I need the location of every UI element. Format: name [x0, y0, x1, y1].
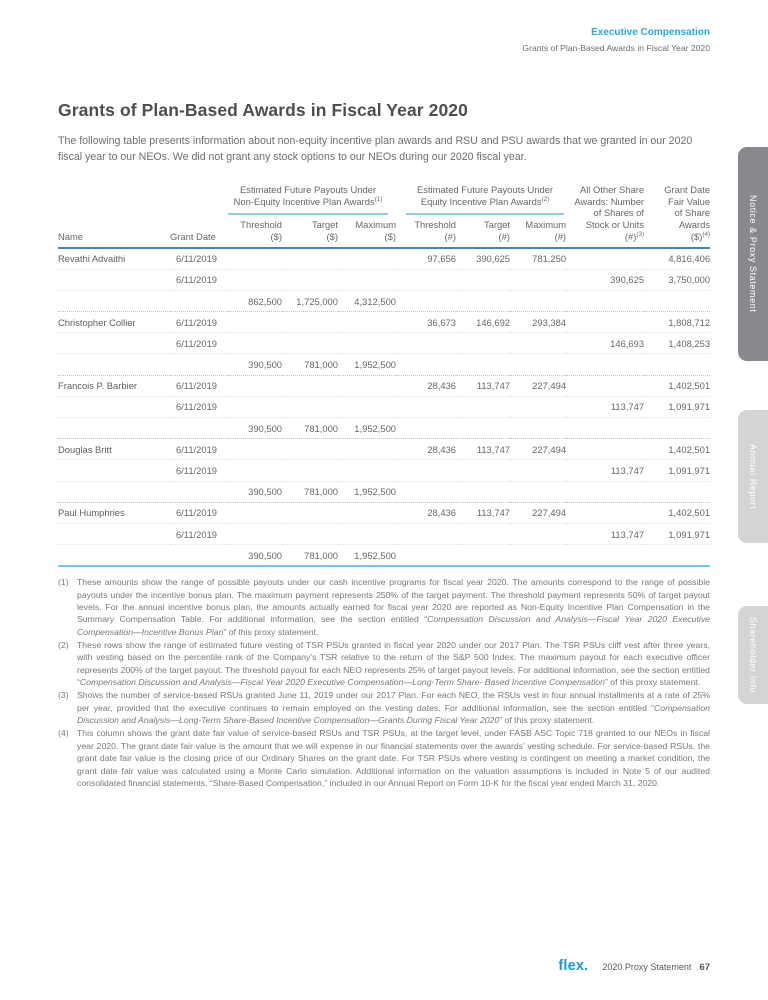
table-cell [228, 333, 282, 354]
table-cell: 227,494 [510, 439, 566, 460]
table-cell: 390,500 [228, 545, 282, 567]
table-cell: 146,692 [456, 312, 510, 333]
table-cell: 781,000 [282, 418, 338, 439]
table-header [58, 184, 710, 248]
table-cell: 6/11/2019 [170, 439, 228, 460]
col-header-threshold-dollar: Threshold ($) [240, 219, 282, 242]
table-cell: 1,952,500 [338, 354, 396, 375]
footnote [58, 639, 710, 688]
table-row [58, 418, 710, 439]
table-cell [456, 418, 510, 439]
footnote [58, 727, 710, 789]
table-cell: 390,500 [228, 418, 282, 439]
footnotes [58, 576, 710, 789]
table-cell: 28,436 [396, 502, 456, 523]
table-cell [456, 354, 510, 375]
table-row [58, 502, 710, 523]
table-cell [338, 269, 396, 290]
table-cell [396, 354, 456, 375]
table-cell [228, 523, 282, 544]
table-cell [566, 248, 644, 270]
table-cell: 28,436 [396, 439, 456, 460]
table-cell: 781,000 [282, 545, 338, 567]
table-cell [396, 333, 456, 354]
table-cell [566, 375, 644, 396]
table-cell: 781,000 [282, 481, 338, 502]
table-cell [644, 545, 710, 567]
neo-name-cell [58, 460, 170, 481]
table-cell: 28,436 [396, 375, 456, 396]
page-header [522, 26, 710, 54]
table-cell [396, 460, 456, 481]
col-header-grant-date-fair-value: Grant Date Fair Value of Share Awards ($)$^{(4)}$ [664, 183, 711, 242]
table-cell: 36,673 [396, 312, 456, 333]
table-cell [396, 290, 456, 311]
table-cell [282, 396, 338, 417]
table-cell: 1,952,500 [338, 418, 396, 439]
table-cell [338, 248, 396, 270]
table-cell [338, 502, 396, 523]
page-number: 67 [699, 962, 710, 973]
table-cell [456, 290, 510, 311]
table-cell: 390,500 [228, 481, 282, 502]
table-cell [282, 375, 338, 396]
table-cell [510, 523, 566, 544]
table-row [58, 523, 710, 544]
table-cell [282, 523, 338, 544]
col-header-target-dollar: Target ($) [311, 219, 338, 242]
table-cell: 1,808,712 [644, 312, 710, 333]
footnote-text: This column shows the grant date fair value of service-based RSUs and TSR PSUs, at the target level, under FASB ASC Topic 718 granted to our NEOs in fiscal year 2020. The grant date fair value is the amount that we will expense in our financial statements over the awards’ vesting schedule. For service-based RSUs, the grant date fair value is the closing price of our Ordinary Shares on the grant date. For TSR PSUs where vesting is contingent on meeting a market condition, the grant date fair value was calculated using a Monte Carlo simulation. Additional information on the valuation assumptions is included in Note 5 of our audited consolidated financial statements, “Share-Based Compensation,” included in our Annual Report on Form 10-K for the fiscal year ended March 31, 2020. [77, 728, 710, 788]
table-cell [282, 248, 338, 270]
table-cell: 4,312,500 [338, 290, 396, 311]
table-cell [456, 481, 510, 502]
table-cell [396, 481, 456, 502]
table-cell [510, 354, 566, 375]
col-header-grant-date: Grant Date [170, 230, 216, 242]
table-cell: 6/11/2019 [170, 375, 228, 396]
table-cell [456, 460, 510, 481]
neo-name-cell [58, 333, 170, 354]
table-cell [396, 396, 456, 417]
table-row [58, 312, 710, 333]
table-body [58, 248, 710, 567]
table-row [58, 439, 710, 460]
page-footer [558, 958, 710, 974]
table-cell [456, 269, 510, 290]
neo-name-cell [58, 523, 170, 544]
flex-logo-dot: . [584, 958, 589, 974]
table-cell [282, 502, 338, 523]
table-cell [282, 333, 338, 354]
table-cell: 3,750,000 [644, 269, 710, 290]
table-cell [644, 290, 710, 311]
table-cell [644, 354, 710, 375]
table-cell [228, 396, 282, 417]
group-header-equity: Estimated Future Payouts Under Equity Incentive Plan Awards$^{(2)}$ [396, 184, 566, 215]
col-header-name: Name [58, 230, 84, 242]
table-cell [396, 523, 456, 544]
table-cell: 113,747 [566, 460, 644, 481]
neo-name-cell [58, 290, 170, 311]
footnote-text: These rows show the range of estimated future vesting of TSR PSUs granted in fiscal year 2020 under our 2017 Plan. The TSR PSUs cliff vest after three years, with vesting based on the percentile rank of the Company’s TSR relative to the return of the S&P 500 Index. The maximum payout for each executive officer represents 200% of the target payout. The threshold payout for each NEO represents 25% of target payout levels. For additional information, see the section entitled “Compensation Discussion and Analysis—Fiscal Year 2020 Executive Compensation—Long-Term Share- Based Incentive Compensation” of this proxy statement. [77, 640, 710, 688]
page-title: Grants of Plan-Based Awards in Fiscal Year 2020 [58, 100, 468, 120]
table-row [58, 248, 710, 270]
table-cell [566, 481, 644, 502]
table-cell [228, 269, 282, 290]
table-cell: 1,952,500 [338, 545, 396, 567]
table-cell [566, 502, 644, 523]
table-cell: 1,408,253 [644, 333, 710, 354]
table-cell [170, 290, 228, 311]
table-cell: 6/11/2019 [170, 269, 228, 290]
table-cell [510, 269, 566, 290]
table-cell [228, 502, 282, 523]
col-header-all-other-share-awards: All Other Share Awards: Number of Shares of Stock or Units (#)$^{(3)}$ [574, 183, 645, 242]
table-cell [282, 460, 338, 481]
table-cell: 781,000 [282, 354, 338, 375]
col-header-threshold-number: Threshold (#) [414, 219, 457, 242]
table-cell [282, 439, 338, 460]
tab-notice-proxy-statement[interactable]: Notice & Proxy Statement [738, 147, 768, 361]
footnote [58, 576, 710, 638]
table-cell [282, 312, 338, 333]
table-cell: 1,091,971 [644, 396, 710, 417]
table-cell: 1,402,501 [644, 439, 710, 460]
table-cell: 390,500 [228, 354, 282, 375]
table-cell [170, 481, 228, 502]
intro-paragraph: The following table presents information about non-equity incentive plan awards and RSU and PSU awards that we granted in our 2020 fiscal year to our NEOs. We did not grant any stock options to our NEOs during our 2020 fiscal year. [58, 135, 693, 163]
table-cell: 6/11/2019 [170, 502, 228, 523]
table-cell [338, 375, 396, 396]
table-cell: 293,384 [510, 312, 566, 333]
table-cell [338, 333, 396, 354]
table-cell [510, 396, 566, 417]
section-label: Executive Compensation [591, 27, 710, 38]
table-cell: 113,747 [566, 523, 644, 544]
table-cell: 1,402,501 [644, 502, 710, 523]
table-cell: 390,625 [566, 269, 644, 290]
neo-name-cell: Douglas Britt [58, 439, 170, 460]
table-cell [338, 460, 396, 481]
table-cell [170, 354, 228, 375]
table-cell: 1,091,971 [644, 460, 710, 481]
table-cell [566, 545, 644, 567]
table-cell [566, 418, 644, 439]
table-cell [338, 312, 396, 333]
table-cell: 6/11/2019 [170, 396, 228, 417]
table-cell: 390,625 [476, 253, 511, 265]
table-cell [566, 354, 644, 375]
neo-name-cell: Paul Humphries [58, 502, 170, 523]
table-cell: 4,816,406 [668, 253, 711, 265]
table-cell: 6/11/2019 [170, 333, 228, 354]
table-cell [644, 481, 710, 502]
table-cell [396, 545, 456, 567]
col-header-maximum-dollar: Maximum ($) [355, 219, 397, 242]
neo-name-cell: Christopher Collier [58, 312, 170, 333]
table-row [58, 354, 710, 375]
table-row [58, 481, 710, 502]
col-header-maximum-number: Maximum (#) [525, 219, 567, 242]
table-cell [228, 460, 282, 481]
footnote-marker: (1) [58, 577, 69, 588]
table-cell [456, 523, 510, 544]
neo-name-cell: Francois P. Barbier [58, 375, 170, 396]
table-cell: 6/11/2019 [176, 253, 218, 265]
neo-name-cell: Revathi Advaithi [58, 253, 126, 265]
table-row [58, 396, 710, 417]
footer-text: 2020 Proxy Statement [602, 962, 692, 972]
table-row [58, 375, 710, 396]
footnote [58, 689, 710, 726]
table-cell [170, 418, 228, 439]
tab-annual-report[interactable]: Annual Report [738, 410, 768, 543]
col-header-target-number: Target (#) [483, 219, 511, 242]
table-cell: 6/11/2019 [170, 312, 228, 333]
table-row [58, 333, 710, 354]
table-cell: 97,656 [427, 253, 457, 265]
table-cell [228, 375, 282, 396]
flex-logo: flex. [558, 958, 589, 974]
table-cell [338, 523, 396, 544]
footnote-text: These amounts show the range of possible payouts under our cash incentive programs for fiscal year 2020. The amounts correspond to the range of possible payouts under the incentive bonus plan. The maximum payment represents 250% of the target payment. The threshold payment represents 50% of target payout levels. For the annual incentive bonus plan, the amounts actually earned for fiscal year 2020 are reported as Non-Equity Incentive Plan Compensation in the Summary Compensation Table. For additional information, see the section entitled “Compensation Discussion and Analysis—Fiscal Year 2020 Executive Compensation—Incentive Bonus Plan” of this proxy statement. [77, 577, 710, 637]
table-cell [170, 545, 228, 567]
footnote-text: Shows the number of service-based RSUs granted June 11, 2019 under our 2017 Plan. For each NEO, the RSUs vest in four annual installments at a rate of 25% per year, provided that the executive continues to remain employed on the vesting dates. For additional information, see the section entitled “Compensation Discussion and Analysis—Long-Term Share-Based Incentive Compensation—Grants During Fiscal Year 2020” of this proxy statement. [77, 690, 710, 726]
table-cell [338, 396, 396, 417]
table-cell [282, 269, 338, 290]
neo-name-cell [58, 354, 170, 375]
table-cell [510, 333, 566, 354]
table-cell [510, 545, 566, 567]
table-cell [338, 439, 396, 460]
table-cell [510, 460, 566, 481]
table-cell [510, 290, 566, 311]
table-cell: 227,494 [510, 502, 566, 523]
neo-name-cell [58, 396, 170, 417]
table-cell [510, 481, 566, 502]
table-cell: 113,747 [456, 502, 510, 523]
table-cell: 113,747 [566, 396, 644, 417]
table-cell: 1,725,000 [282, 290, 338, 311]
awards-table [58, 184, 710, 568]
tab-shareholder-info[interactable]: Shareholder Info [738, 606, 768, 704]
table-row [58, 460, 710, 481]
table-cell [644, 418, 710, 439]
table-cell: 227,494 [510, 375, 566, 396]
table-cell [566, 312, 644, 333]
table-cell: 1,402,501 [644, 375, 710, 396]
table-cell [228, 439, 282, 460]
table-cell [510, 418, 566, 439]
table-cell [228, 312, 282, 333]
table-row [58, 269, 710, 290]
neo-name-cell [58, 481, 170, 502]
footnote-marker: (3) [58, 690, 69, 701]
table-cell [396, 418, 456, 439]
neo-name-cell [58, 269, 170, 290]
footnote-marker: (2) [58, 640, 69, 651]
group-header-non-equity: Estimated Future Payouts Under Non-Equity Incentive Plan Awards$^{(1)}$ [228, 184, 396, 215]
table-cell: 781,250 [532, 253, 567, 265]
neo-name-cell [58, 545, 170, 567]
side-tab-nav [736, 0, 768, 1000]
table-cell: 1,091,971 [644, 523, 710, 544]
table-cell: 1,952,500 [338, 481, 396, 502]
table-cell: 113,747 [456, 439, 510, 460]
table-cell: 113,747 [456, 375, 510, 396]
table-cell: 6/11/2019 [170, 523, 228, 544]
footnote-marker: (4) [58, 728, 69, 739]
table-cell [566, 290, 644, 311]
table-row [58, 545, 710, 567]
table-cell [566, 439, 644, 460]
table-row [58, 290, 710, 311]
table-cell [456, 396, 510, 417]
table-cell [456, 545, 510, 567]
table-cell [456, 333, 510, 354]
main-content [58, 100, 710, 790]
table-cell: 6/11/2019 [170, 460, 228, 481]
neo-name-cell [58, 418, 170, 439]
table-cell [228, 248, 282, 270]
table-cell: 862,500 [228, 290, 282, 311]
breadcrumb: Grants of Plan-Based Awards in Fiscal Year 2020 [522, 43, 710, 53]
table-cell: 146,693 [566, 333, 644, 354]
table-cell [396, 269, 456, 290]
